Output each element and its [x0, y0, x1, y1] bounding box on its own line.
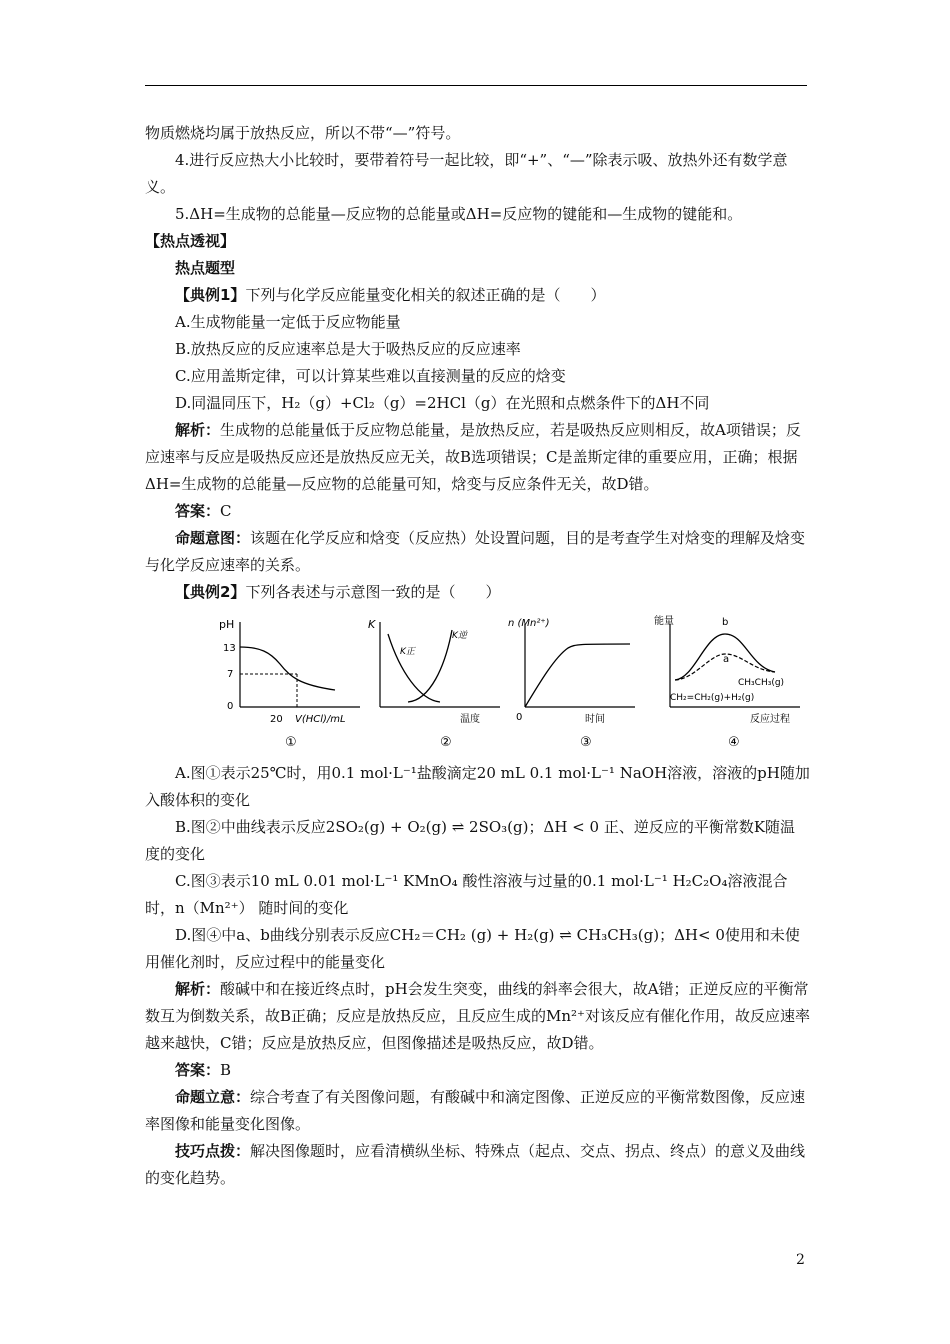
- tick-label: 20: [270, 714, 283, 725]
- x-axis-label: 反应过程: [750, 714, 790, 725]
- curve: [525, 644, 630, 707]
- text-line: 5.ΔH=生成物的总能量—反应物的总能量或ΔH=反应物的键能和—生成物的键能和。: [175, 205, 743, 223]
- analysis-text: 生成物的总能量低于反应物总能量，是放热反应，若是吸热反应则相反，故A项错误；反应速率与反应是吸热反应还是放热反应无关，故B选项错误；C是盖斯定律的重要应用，正确；根据ΔH=生成物的总能量—反应物的总能量可知，焓变与反应条件无关，故D错。: [145, 421, 801, 493]
- option-d: D.同温同压下，H₂（g）+Cl₂（g）=2HCl（g）在光照和点燃条件下的ΔH不同: [175, 394, 710, 412]
- curve-label: b: [722, 617, 729, 628]
- option-c: C.图③表示10 mL 0.01 mol·L⁻¹ KMnO₄ 酸性溶液与过量的0.1 mol·L⁻¹ H₂C₂O₄溶液混合时，n（Mn²⁺） 随时间的变化: [145, 872, 788, 917]
- curve: [240, 647, 335, 690]
- y-axis-label: 能量: [654, 616, 674, 627]
- figure-number: ①: [285, 735, 297, 750]
- intent-label: 命题意图：: [175, 529, 251, 547]
- section-title: 【热点透视】: [145, 232, 236, 250]
- figure-row: [145, 612, 810, 752]
- text-line: 4.进行反应热大小比较时，要带着符号一起比较，即“+”、“—”除表示吸、放热外还有数学意义。: [145, 151, 788, 196]
- origin-label: 0: [516, 712, 523, 723]
- figure-3: [500, 612, 650, 752]
- figure-1: [215, 612, 365, 752]
- option-b: B.图②中曲线表示反应2SO₂(g) + O₂(g) ⇌ 2SO₃(g)；ΔH < 0 正、逆反应的平衡常数K随温度的变化: [145, 818, 796, 863]
- figure-number: ②: [440, 735, 452, 750]
- tick-label: 13: [223, 643, 236, 654]
- option-a: A.生成物能量一定低于反应物能量: [175, 313, 401, 331]
- document-body: [145, 120, 810, 1192]
- text-line: 物质燃烧均属于放热反应，所以不带“—”符号。: [145, 124, 461, 142]
- series-label: K逆: [452, 631, 467, 641]
- y-axis-label: K: [368, 618, 376, 631]
- analysis: [145, 417, 810, 498]
- curve-label: a: [723, 654, 730, 665]
- example-question: 下列与化学反应能量变化相关的叙述正确的是（ ）: [245, 286, 606, 304]
- origin-label: 0: [227, 701, 234, 712]
- example-question: 下列各表述与示意图一致的是（ ）: [245, 583, 501, 601]
- product-label: CH₃CH₃(g): [738, 678, 785, 688]
- x-axis-label: 温度: [460, 714, 480, 725]
- intent-text: 该题在化学反应和焓变（反应热）处设置问题，目的是考查学生对焓变的理解及焓变与化学反应速率的关系。: [145, 529, 806, 574]
- option-c: C.应用盖斯定律，可以计算某些难以直接测量的反应的焓变: [175, 367, 566, 385]
- figure-number: ③: [580, 735, 592, 750]
- answer: [145, 1057, 810, 1084]
- answer-value: C: [220, 502, 232, 520]
- tick-label: 7: [227, 669, 234, 680]
- answer: [145, 498, 810, 525]
- option-d: D.图④中a、b曲线分别表示反应CH₂＝CH₂ (g) + H₂(g) ⇌ CH₃CH₃(g)；ΔH< 0使用和未使用催化剂时，反应过程中的能量变化: [145, 926, 800, 971]
- x-axis-label: 时间: [585, 714, 605, 725]
- figure-4: [650, 612, 810, 752]
- figure-2: [360, 612, 510, 752]
- figure-number: ④: [728, 735, 740, 750]
- analysis-text: 酸碱中和在接近终点时，pH会发生突变，曲线的斜率会很大，故A错；正逆反应的平衡常数互为倒数关系，故B正确；反应是放热反应，且反应生成的Mn²⁺对该反应有催化作用，故反应速率越来越快，C错；反应是放热反应，但图像描述是吸热反应，故D错。: [145, 980, 810, 1052]
- answer-label: 答案：: [175, 502, 221, 520]
- x-axis-label: V(HCl)/mL: [295, 714, 346, 725]
- option-a: A.图①表示25℃时，用0.1 mol·L⁻¹盐酸滴定20 mL 0.1 mol·L⁻¹ NaOH溶液，溶液的pH随加入酸体积的变化: [145, 764, 810, 809]
- analysis-label: 解析：: [175, 980, 221, 998]
- analysis: [145, 976, 810, 1057]
- answer-label: 答案：: [175, 1061, 221, 1079]
- y-axis-label: n (Mn²⁺): [508, 618, 550, 629]
- example-2: [145, 579, 810, 606]
- intent-text: 综合考查了有关图像问题，有酸碱中和滴定图像、正逆反应的平衡常数图像，反应速率图像和能量变化图像。: [145, 1088, 806, 1133]
- example-label: 【典例2】: [175, 583, 246, 601]
- y-axis-label: pH: [219, 618, 235, 631]
- intent: [145, 525, 810, 579]
- tip-text: 解决图像题时，应看清横纵坐标、特殊点（起点、交点、拐点、终点）的意义及曲线的变化趋势。: [145, 1142, 806, 1187]
- header-rule: [145, 85, 807, 86]
- curve: [408, 630, 452, 702]
- page-number: 2: [796, 1252, 805, 1268]
- reactant-label: CH₂=CH₂(g)+H₂(g): [670, 693, 755, 703]
- intent: [145, 1084, 810, 1138]
- tip-label: 技巧点拨：: [175, 1142, 251, 1160]
- option-b: B.放热反应的反应速率总是大于吸热反应的反应速率: [175, 340, 521, 358]
- curve: [388, 634, 440, 702]
- tip: [145, 1138, 810, 1192]
- example-1: [145, 282, 810, 309]
- answer-value: B: [220, 1061, 232, 1079]
- analysis-label: 解析：: [175, 421, 221, 439]
- subsection-title: 热点题型: [175, 259, 236, 277]
- intent-label: 命题立意：: [175, 1088, 251, 1106]
- example-label: 【典例1】: [175, 286, 246, 304]
- series-label: K正: [400, 647, 415, 657]
